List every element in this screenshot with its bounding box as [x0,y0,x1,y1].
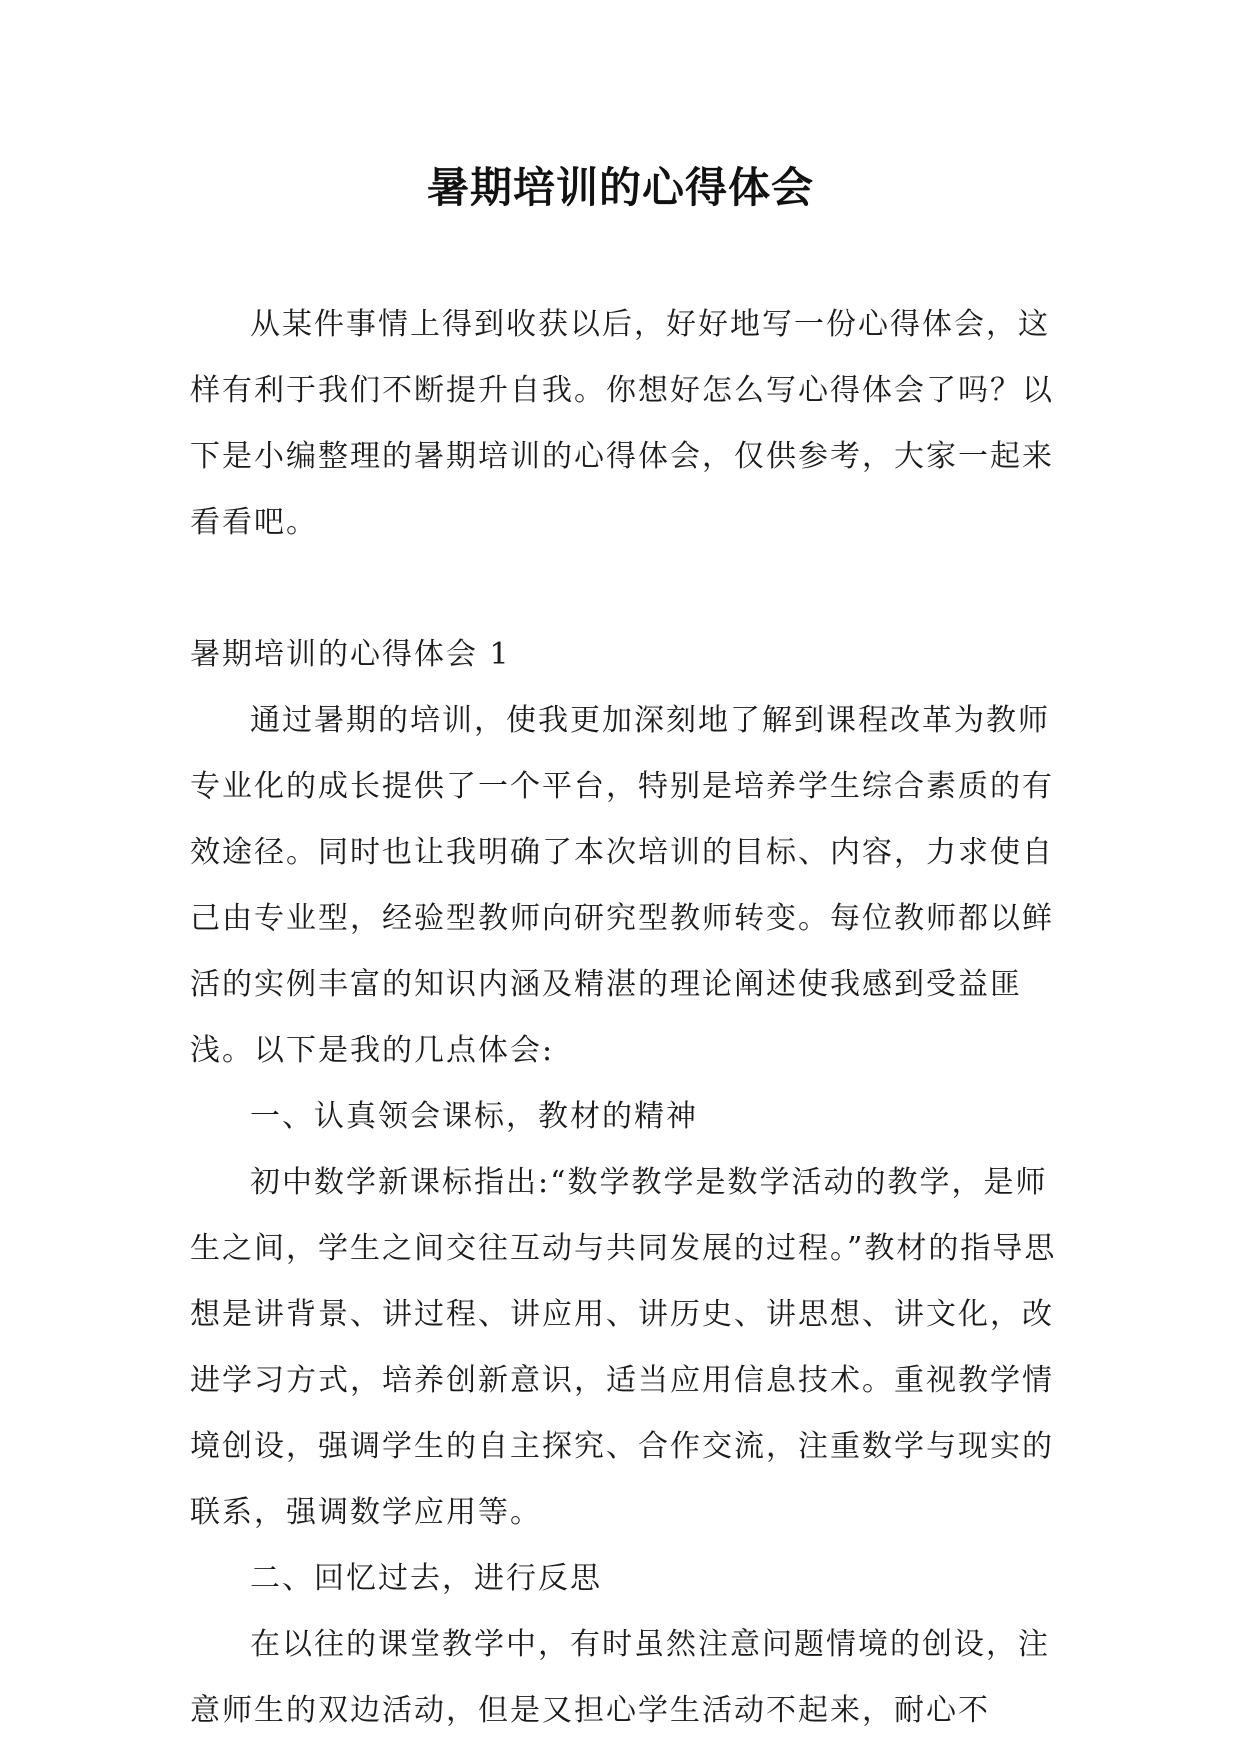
subheading-1: 一、认真领会课标，教材的精神 [250,1099,698,1134]
paragraph-gap [190,556,1070,622]
section-heading: 暑期培训的心得体会 1 [190,637,511,672]
subheading-2: 二、回忆过去，进行反思 [250,1561,602,1596]
document-title: 暑期培训的心得体会 [426,163,814,212]
body-paragraph: 在以往的课堂教学中，有时虽然注意问题情境的创设，注意师生的双边活动，但是又担心学生活动不起来，耐心不 [190,1627,1050,1728]
body-paragraph: 初中数学新课标指出:“数学教学是数学活动的教学，是师生之间，学生之间交往互动与共同发展的过程。”教材的指导思想是讲背景、讲过程、讲应用、讲历史、讲思想、讲文化，改进学习方式，培养创新意识，适当应用信息技术。重视教学情境创设，强调学生的自主探究、合作交流，注重数学与现实的联系，强调数学应用等。 [190,1165,1057,1530]
body-paragraph: 通过暑期的培训，使我更加深刻地了解到课程改革为教师专业化的成长提供了一个平台，特别是培养学生综合素质的有效途径。同时也让我明确了本次培训的目标、内容，力求使自己由专业型，经验型教师向研究型教师转变。每位教师都以鲜活的实例丰富的知识内涵及精湛的理论阐述使我感到受益匪浅。以下是我的几点体会: [190,703,1054,1068]
intro-paragraph: 从某件事情上得到收获以后，好好地写一份心得体会，这样有利于我们不断提升自我。你想好怎么写心得体会了吗？以下是小编整理的暑期培训的心得体会，仅供参考，大家一起来看看吧。 [190,307,1054,540]
document-body [190,292,1070,1744]
